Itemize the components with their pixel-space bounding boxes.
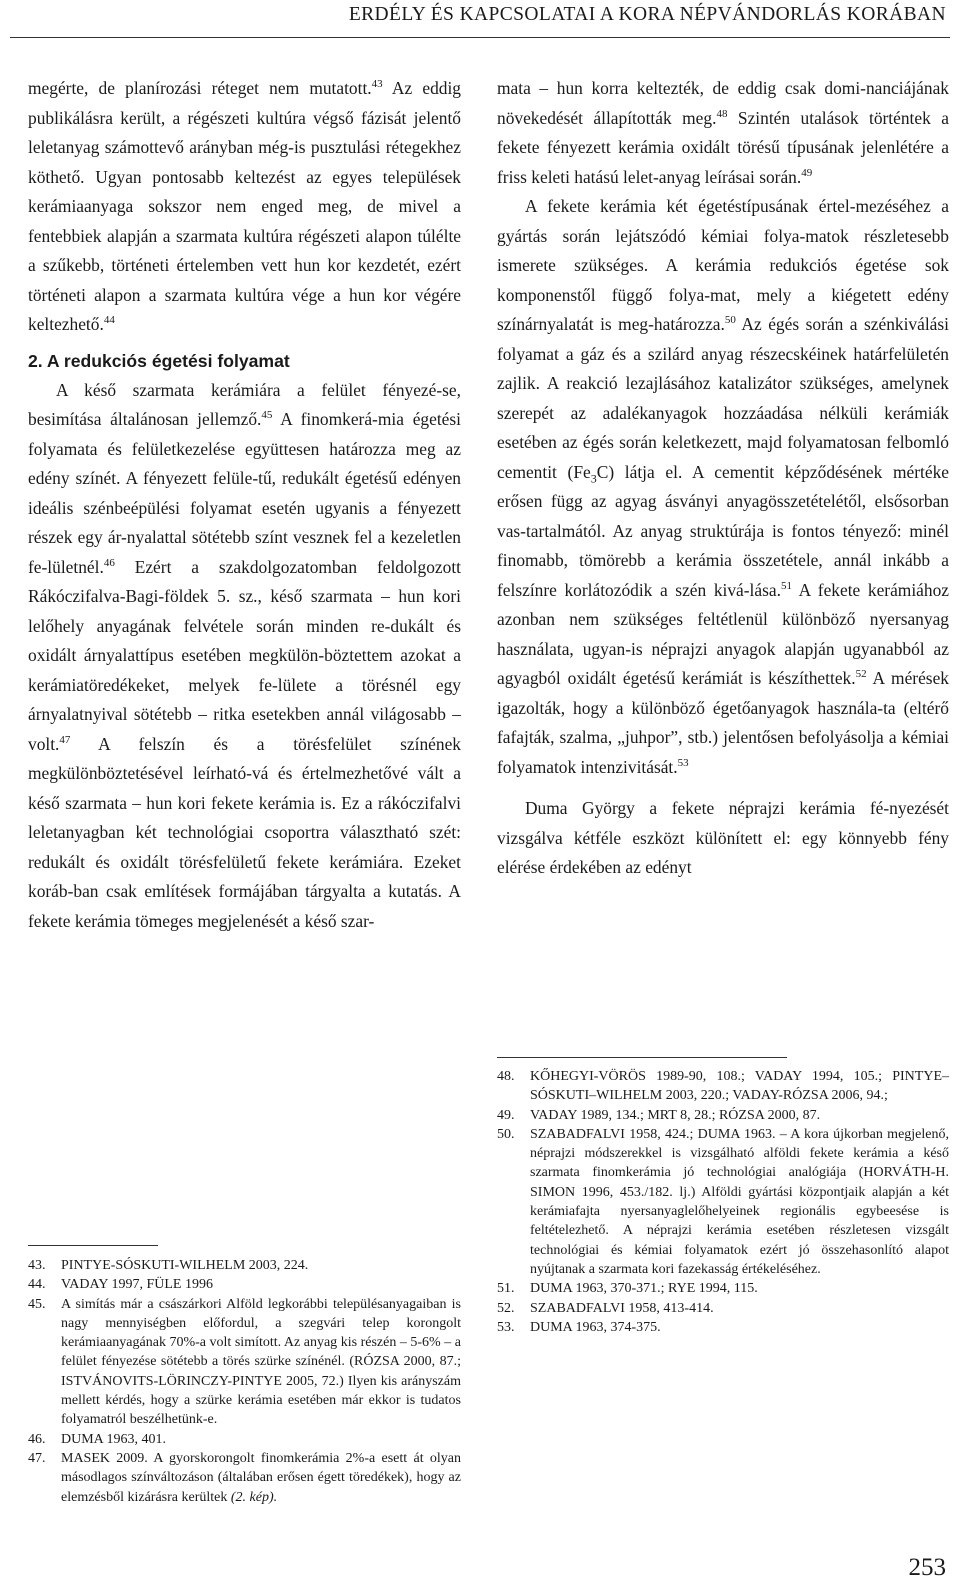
footnote-text: DUMA 1963, 374-375. xyxy=(530,1319,661,1335)
footnote-number: 46. xyxy=(28,1431,46,1447)
footnote-text: SZABADFALVI 1958, 424.; DUMA 1963. – A kora újkorban megjelenő, néprajzi módszerekkel is vizsgálható alföldi fekete kerámia a késő szarmata finomkerámia jó technológiai analógiája (HORVÁTH-H. SIMON 1996, 453./182. lj.) Alföldi gyártási központjaik alapján a két kerámiafajta nyersanyaglelőhelyeinek regionális egybeesése is feltételezhető. A néprajzi kerámia esetében részletesen vizsgált technológiai és kémiai folyamatok ezért jó összehasonlító alapot nyújtanak a szarmata kori fazekasság értékeléséhez. xyxy=(530,1126,949,1277)
footnotes-right xyxy=(497,1067,949,1337)
text-run: A fekete kerámia két égetéstípusának értel-mezéséhez a gyártás során lejátszódó kémiai folya-matok részletesebb ismerete szükséges. A kerámia redukciós égetése sok komponenstől függő folya-mat, mely a kiégetett edény színárnyalatát is meg-határozza. xyxy=(497,196,949,334)
footnote xyxy=(28,1256,461,1275)
footnote-ref[interactable]: 47 xyxy=(59,733,71,746)
footnote-ref[interactable]: 44 xyxy=(103,314,115,327)
text-run: A mérések igazolták, hogy a különböző égetőanyagok használa-ta (eltérő fafajták, szalma, „juhpor”, stb.) jelentősen befolyásolja a kémiai folyamatok intenzivitását. xyxy=(497,668,949,777)
paragraph xyxy=(497,74,949,192)
footnote-figure-ref: (2. kép). xyxy=(230,1489,278,1505)
running-title: ERDÉLY ÉS KAPCSOLATAI A KORA NÉPVÁNDORLÁS KORÁBAN xyxy=(348,4,946,25)
footnote xyxy=(497,1106,949,1125)
paragraph xyxy=(28,74,461,340)
text-run: A fekete kerámiához azonban nem szükséges feltétlenül különböző nyersanyag használata, ugyan-is néprajzi anyagok alapján ugyanabból az agyagból oxidált égetésű kerámiát is készíthettek. xyxy=(497,579,949,688)
footnote xyxy=(28,1275,461,1294)
section-heading: 2. A redukciós égetési folyamat xyxy=(28,350,290,371)
text-run: A finomkerá-mia égetési folyamata és felületkezelése együttesen határozza meg az edény színét. A fényezett felüle-tű, redukált égetésű edényen ideális szénbeépülési folyamat esetén ugyanis a fényezett részek egy ár-nyalattal sötétebb színt vesznek fel a kezeletlen fe-lületnél. xyxy=(28,409,461,577)
footnote-ref[interactable]: 45 xyxy=(261,409,273,422)
text-run: Ezért a szakdolgozatomban feldolgozott Rákóczifalva-Bagi-földek 5. sz., késő szarmata – hun kori lelőhely anyagának felvétele során minden re-dukált és oxidált árnyalattípus esetében megkülön-böztettem azokat a kerámiatöredékeket, melyek fe-lülete a törésnél egy árnyalatnyival sötétebb – ritka esetekben annál világosabb – volt. xyxy=(28,556,461,754)
text-run: megérte, de planírozási réteget nem mutatott. xyxy=(28,78,372,98)
footnote-number: 53. xyxy=(497,1319,515,1335)
text-run: A késő szarmata kerámiára a felület fényezé-se, besimítása általánosan jellemző. xyxy=(28,379,461,429)
text-run: Szintén utalások történtek a fekete fényezett kerámia oxidált törésű típusának jelenlétére a friss keleti hatású lelet-anyag leírásai során. xyxy=(497,107,949,187)
footnote-text: PINTYE-SÓSKUTI-WILHELM 2003, 224. xyxy=(61,1258,309,1273)
footnote-number: 47. xyxy=(28,1450,46,1466)
footnote xyxy=(497,1067,949,1106)
footnote-text: VADAY 1997, FÜLE 1996 xyxy=(61,1277,213,1293)
footnote-ref[interactable]: 48 xyxy=(716,107,728,120)
footnote-text: DUMA 1963, 370-371.; RYE 1994, 115. xyxy=(530,1281,758,1297)
footnote-number: 51. xyxy=(497,1281,515,1297)
footnote-number: 50. xyxy=(497,1126,515,1142)
footnote xyxy=(28,1430,461,1449)
footnote-ref[interactable]: 43 xyxy=(371,78,383,91)
footnote-ref[interactable]: 53 xyxy=(677,756,689,769)
footnote-text: MASEK 2009. A gyorskorongolt finomkerámia 2%-a esett át olyan másodlagos színváltozáson (általában erősen égett töredékek), hogy az elemzésből kizárásra kerültek xyxy=(61,1450,461,1505)
footnote-ref[interactable]: 46 xyxy=(103,556,115,569)
footnote-text: A simítás már a császárkori Alföld legkorábbi településanyagaiban is nagy mennyiségben előfordul, a szegvári telep korongolt kerámiaanyagának 70%-a volt simított. Az anyag kis részén – 5-6% – a felület fényezése sötétebb a törés szürke színénél. (RÓZSA 2000, 87.; ISTVÁNOVITS-LÖRINCZY-PINTYE 2005, 72.) Ilyen kis arányszám mellett kérdés, hogy a szürke kerámia esetében már ekkor is tudatos folyamatról beszélhetünk-e. xyxy=(61,1296,461,1428)
footnote xyxy=(497,1299,949,1318)
footnote-text: SZABADFALVI 1958, 413-414. xyxy=(530,1300,714,1316)
footnote-rule xyxy=(28,1245,158,1246)
footnotes-left xyxy=(28,1256,461,1507)
footnote xyxy=(28,1295,461,1430)
right-column xyxy=(497,74,949,883)
left-column xyxy=(28,74,461,936)
footnote-text: KŐHEGYI-VÖRÖS 1989-90, 108.; VADAY 1994, 105.; PINTYE–SÓSKUTI–WILHELM 2003, 220.; VADAY-RÓZSA 2006, 94.; xyxy=(530,1069,949,1104)
text-run: C) látja el. A cementit képződésének mértéke erősen függ az agyag ásványi anyagösszetételétől, elsősorban vas-tartalmától. Az anyag struktúrája is fontos tényező: minél finomabb, tömörebb a kerámia összetétele, annál inkább a felszínre korlátozódik a szén kivá-lása. xyxy=(497,461,950,600)
footnote-text: VADAY 1989, 134.; MRT 8, 28.; RÓZSA 2000, 87. xyxy=(530,1107,821,1123)
footnote xyxy=(497,1279,949,1298)
page-number: 253 xyxy=(908,1554,946,1581)
footnote-number: 44. xyxy=(28,1277,46,1293)
footnote-ref[interactable]: 49 xyxy=(801,166,813,179)
subscript: 3 xyxy=(590,470,597,485)
footnote-number: 43. xyxy=(28,1258,46,1273)
paragraph: Duma György a fekete néprajzi kerámia fé-nyezését vizsgálva kétféle eszközt különített el: egy könnyebb fény elérése érdekében az edényt xyxy=(497,798,949,877)
paragraph xyxy=(497,192,949,782)
footnote-number: 45. xyxy=(28,1296,46,1312)
footnote-number: 49. xyxy=(497,1107,515,1123)
text-run: Az égés során a szénkiválási folyamat a gáz és a szilárd anyag részecskéinek határfelületén zajlik. A reakció lezajlásához katalizátor szükséges, amelynek szerepét az adalékanyagok hozzáadása nélküli kerámiák esetében az égés során keletkezett, majd folyamatosan felbomló cementit (Fe xyxy=(497,314,949,482)
footnote xyxy=(497,1125,949,1279)
paragraph xyxy=(28,376,461,937)
footnote-rule xyxy=(497,1057,787,1058)
footnote-ref[interactable]: 52 xyxy=(855,668,867,681)
footnote-text: DUMA 1963, 401. xyxy=(61,1431,167,1447)
footnote-number: 52. xyxy=(497,1300,515,1316)
text-run: A felszín és a törésfelület színének megkülönböztetésével leírható-vá és értelmezhetővé vált a késő szarmata – hun kori fekete kerámia is. Ez a rákóczifalvi leletanyagban két technológiai csoportra választható szét: redukált és oxidált törésfelületű fekete kerámiára. Ezeket koráb-ban csak említések formájában tárgyalta a kutatás. A fekete kerámia tömeges megjelenését a késő szar- xyxy=(28,733,461,931)
header-rule xyxy=(10,37,950,38)
footnote xyxy=(497,1318,949,1337)
footnote xyxy=(28,1449,461,1507)
footnote-ref[interactable]: 51 xyxy=(780,579,792,592)
text-run: Az eddig publikálásra került, a régészeti kultúra végső fázisát jelentő leletanyag számottevő arányban még-is pusztulási rétegekhez köthető. Ugyan pontosabb keltezést az egyes települések kerámiaanyaga sokszor nem enged meg, de mivel a fentebbiek alapján a szarmata kultúra régészeti alapon túlélte a szűkebb, történeti értelemben vett hun kor kezdetét, ezért történeti alapon a szarmata kultúra vége a hun kor végére keltezhető. xyxy=(28,78,461,334)
footnote-ref[interactable]: 50 xyxy=(724,314,736,327)
footnote-number: 48. xyxy=(497,1069,515,1084)
text-run: mata – hun korra keltezték, de eddig csak domi-nanciájának növekedését állapították meg. xyxy=(497,78,949,128)
